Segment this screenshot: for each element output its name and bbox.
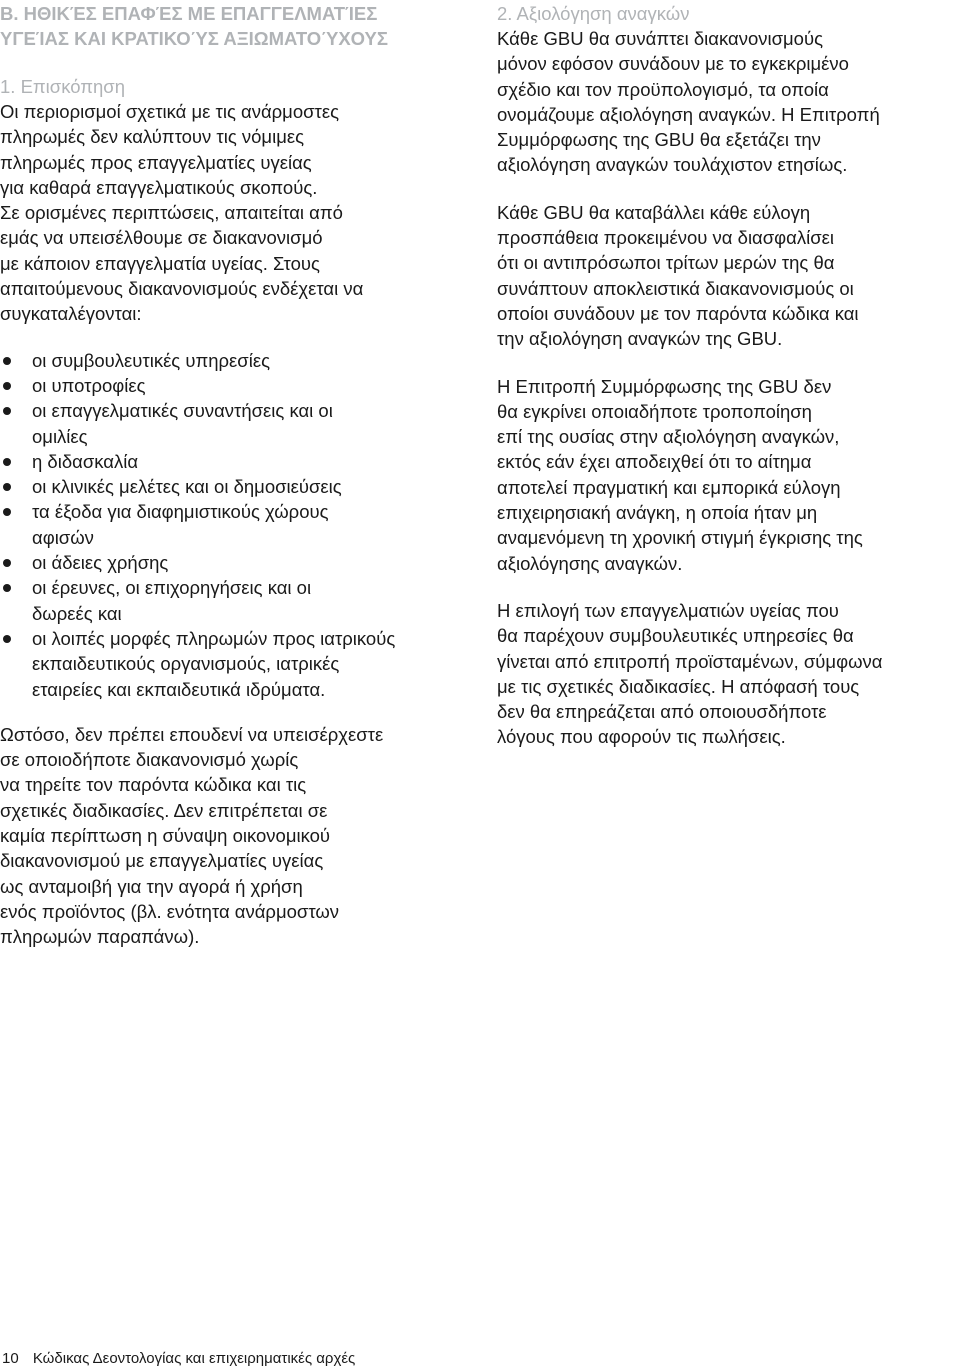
text-line: θα εγκρίνει οποιαδήποτε τροποποίηση [497,400,812,422]
text-line: αναμενόμενη τη χρονική στιγμή έγκρισης της [497,527,863,549]
text-line: Σε ορισμένες περιπτώσεις, απαιτείται από [0,202,343,224]
text-line: σχετικές διαδικασίες. Δεν επιτρέπεται σε [0,799,328,821]
bullet-icon [3,483,11,491]
left-column [0,0,478,950]
text-line: με κάποιον επαγγελματία υγείας. Στους [0,252,320,274]
text-line: μόνον εφόσον συνάδουν με το εγκεκριμένο [497,53,849,75]
list-item-text: οι κλινικές μελέτες και οι δημοσιεύσεις [32,476,342,498]
text-line: την αξιολόγηση αναγκών της GBU. [497,328,783,350]
section-title [0,1,478,51]
text-line: γίνεται από επιτροπή προϊσταμένων, σύμφωνα [497,650,883,672]
bullet-icon [3,382,11,390]
page-footer [2,1349,355,1369]
text-line: με τις σχετικές διαδικασίες. Η απόφασή τους [497,675,860,697]
overview-paragraph [0,99,478,327]
list-item-text: τα έξοδα για διαφημιστικούς χώρους [32,501,329,523]
bullet-icon [3,584,11,592]
text-line: απαιτούμενους διακανονισμούς ενδέχεται να [0,278,364,300]
text-line: επιχειρησιακή ανάγκη, η οποία ήταν μη [497,502,818,524]
amendment-paragraph [497,374,959,576]
page-number: 10 [2,1350,19,1367]
text-line: προσπάθεια προκειμένου να διασφαλίσει [497,227,834,249]
list-item-text: εταιρείες και εκπαιδευτικά ιδρύματα. [32,678,326,700]
text-line: συγκαταλέγονται: [0,303,142,325]
list-item [0,575,478,626]
text-line: πληρωμές δεν καλύπτουν τις νόμιμες [0,126,305,148]
third-party-paragraph [497,200,959,352]
list-item-text: οι λοιπές μορφές πληρωμών προς ιατρικούς [32,627,396,649]
list-item [0,550,478,575]
list-item [0,348,478,373]
list-item-text: η διδασκαλία [32,450,139,472]
selection-paragraph [497,598,959,750]
section-title-line: Β. ΗΘΙΚΈΣ ΕΠΑΦΈΣ ΜΕ ΕΠΑΓΓΕΛΜΑΤΊΕΣ [0,3,378,24]
text-line: επί της ουσίας στην αξιολόγηση αναγκών, [497,426,840,448]
text-line: σε οποιοδήποτε διακανονισμό χωρίς [0,749,299,771]
bullet-icon [3,357,11,365]
text-line: διακανονισμού με επαγγελματίες υγείας [0,850,324,872]
text-line: ότι οι αντιπρόσωποι τρίτων μερών της θα [497,252,835,274]
list-item-text: οι επαγγελματικές συναντήσεις και οι [32,400,333,422]
text-line: εμάς να υπεισέλθουμε σε διακανονισμό [0,227,323,249]
bullet-icon [3,635,11,643]
text-line: λόγους που αφορούν τις πωλήσεις. [497,726,786,748]
text-line: Ωστόσο, δεν πρέπει επουδενί να υπεισέρχεστε [0,723,384,745]
text-line: αποτελεί πραγματική και εμπορικά εύλογη [497,476,841,498]
text-line: Κάθε GBU θα καταβάλλει κάθε εύλογη [497,201,811,223]
text-line: ως ανταμοιβή για την αγορά ή χρήση [0,875,303,897]
bullet-icon [3,407,11,415]
list-item [0,499,478,550]
list-item-text: οι υποτροφίες [32,374,146,396]
compliance-paragraph [0,722,478,950]
list-item-text: οι συμβουλευτικές υπηρεσίες [32,349,270,371]
overview-subheading: 1. Επισκόπηση [0,76,126,97]
text-line: Κάθε GBU θα συνάπτει διακανονισμούς [497,28,824,49]
text-line: για καθαρά επαγγελματικούς σκοπούς. [0,176,318,198]
list-item [0,398,478,449]
text-line: αξιολόγηση αναγκών τουλάχιστον ετησίως. [497,154,848,176]
list-item [0,626,478,702]
text-line: σχέδιο και τον προϋπολογισμό, τα οποία [497,78,829,100]
text-line: να τηρείτε τον παρόντα κώδικα και τις [0,774,307,796]
right-column [497,0,959,750]
list-item [0,474,478,499]
text-line: Η επιλογή των επαγγελματιών υγείας που [497,599,839,621]
list-item-text: εκπαιδευτικούς οργανισμούς, ιατρικές [32,653,340,675]
text-line: ονομάζουμε αξιολόγηση αναγκών. Η Επιτροπή [497,103,880,125]
text-line: δεν θα επηρεάζεται από οποιουσδήποτε [497,701,827,723]
text-line: εκτός εάν έχει αποδειχθεί ότι το αίτημα [497,451,812,473]
list-item [0,449,478,474]
text-line: Συμμόρφωσης της GBU θα εξετάζει την [497,129,821,151]
text-line: Η Επιτροπή Συμμόρφωσης της GBU δεν [497,375,832,397]
list-item-text: δωρεές και [32,602,122,624]
text-line: καμία περίπτωση η σύναψη οικονομικού [0,825,331,847]
needs-assessment-subheading: 2. Αξιολόγηση αναγκών [497,3,690,24]
bullet-icon [3,508,11,516]
section-title-line: ΥΓΕΊΑΣ ΚΑΙ ΚΡΑΤΙΚΟΎΣ ΑΞΙΩΜΑΤΟΎΧΟΥΣ [0,28,389,49]
list-item [0,373,478,398]
running-title: Κώδικας Δεοντολογίας και επιχειρηματικές αρχές [32,1350,356,1367]
bullet-icon [3,559,11,567]
text-line: συνάπτουν αποκλειστικά διακανονισμούς οι [497,277,854,299]
arrangements-list [0,348,478,702]
text-line: οποίοι συνάδουν με τον παρόντα κώδικα και [497,302,859,324]
text-line: πληρωμές προς επαγγελματίες υγείας [0,151,312,173]
list-item-text: ομιλίες [32,425,88,447]
bullet-icon [3,458,11,466]
list-item-text: οι άδειες χρήσης [32,552,169,574]
text-line: ενός προϊόντος (βλ. ενότητα ανάρμοστων [0,900,340,922]
needs-paragraph [497,26,959,178]
text-line: Οι περιορισμοί σχετικά με τις ανάρμοστες [0,101,339,122]
text-line: θα παρέχουν συμβουλευτικές υπηρεσίες θα [497,625,854,647]
text-line: αξιολόγησης αναγκών. [497,552,683,574]
text-line: πληρωμών παραπάνω). [0,926,200,948]
list-item-text: αφισών [32,526,94,548]
list-item-text: οι έρευνες, οι επιχορηγήσεις και οι [32,577,312,599]
